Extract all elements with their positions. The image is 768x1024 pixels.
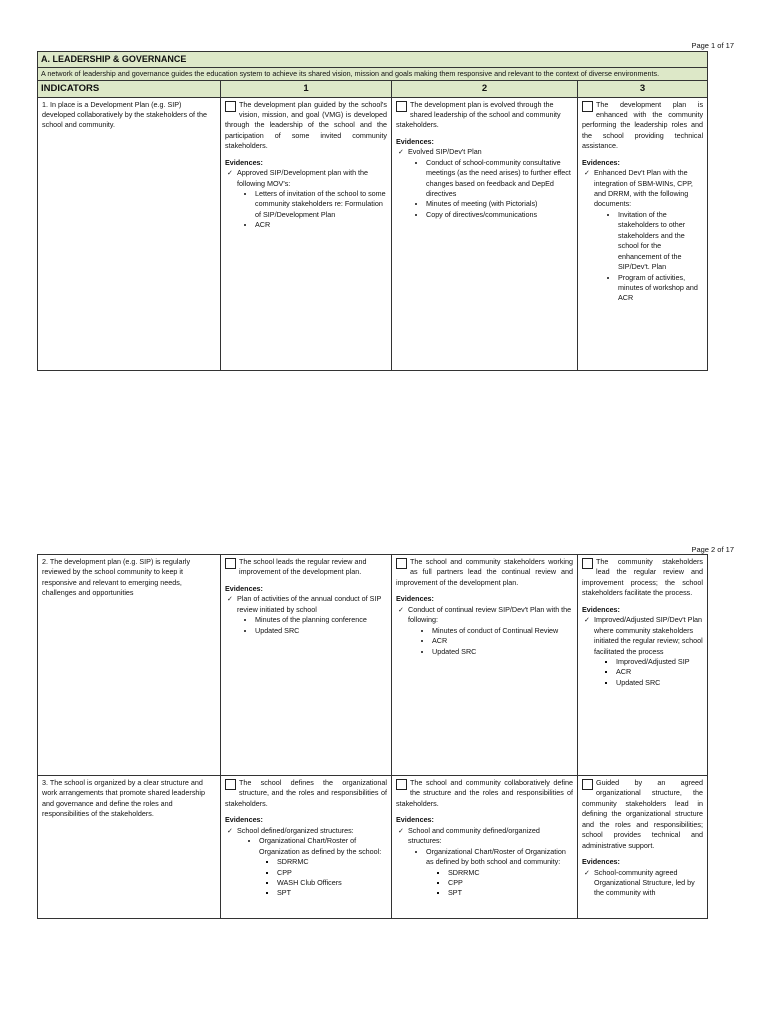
level-1-cell — [221, 555, 392, 776]
level-checkbox[interactable] — [582, 779, 593, 790]
evidence-bullet: • Updated SRC — [432, 647, 573, 657]
evidence-item: ✓ School-community agreed Organizational Structure, led by the community with — [594, 868, 703, 899]
evidence-bullet: • Copy of directives/communications — [426, 210, 573, 220]
rubric-table-page-1 — [37, 51, 708, 371]
evidence-bullet: • Minutes of conduct of Continual Review — [432, 626, 573, 636]
section-title: A. LEADERSHIP & GOVERNANCE — [38, 52, 708, 68]
evidences-label: Evidences: — [396, 815, 434, 825]
level-checkbox[interactable] — [396, 101, 407, 112]
evidences-label: Evidences: — [225, 583, 263, 593]
evidence-bullet: ▪ SPT — [448, 888, 573, 898]
header-indicators: INDICATORS — [38, 80, 221, 97]
evidence-bullet: ▪ CPP — [277, 868, 387, 878]
level-3-cell — [578, 555, 708, 776]
evidence-bullet: • Minutes of meeting (with Pictorials) — [426, 199, 573, 209]
evidence-item: ✓ Enhanced Dev't Plan with the integration of SBM-WINs, CPP, and DRRM, with the following documents: — [594, 168, 703, 210]
level-description: The school defines the organizational structure, and the roles and responsibilities of stakeholders. — [225, 778, 387, 808]
level-2-cell — [392, 776, 578, 919]
evidences-label: Evidences: — [225, 815, 263, 825]
table-row — [38, 776, 708, 919]
table-row — [38, 97, 708, 370]
evidence-bullet: • Organizational Chart/Roster of Organization as defined by both school and community: — [426, 847, 573, 868]
indicator-cell — [38, 776, 221, 919]
level-description: The development plan guided by the school's vision, mission, and goal (VMG) is developed through the leadership of the school and the participation of some invited community stakeholders. — [225, 99, 387, 151]
evidence-bullet: • Conduct of school-community consultative meetings (as the need arises) to further effect changes based on feedback and DepEd directives — [426, 158, 573, 200]
evidence-bullet: • Updated SRC — [255, 626, 387, 636]
level-3-cell — [578, 776, 708, 919]
section-description: A network of leadership and governance guides the education system to achieve its shared vision, mission and goals making them responsive and relevant to the context of diverse environments. — [38, 68, 708, 81]
level-checkbox[interactable] — [225, 101, 236, 112]
header-level-1: 1 — [221, 80, 392, 97]
evidence-item: ✓ Approved SIP/Development plan with the following MOV's: — [237, 168, 387, 189]
level-1-cell — [221, 97, 392, 370]
evidence-bullet: ▪ Improved/Adjusted SIP — [616, 657, 703, 667]
evidence-bullet: • ACR — [255, 220, 387, 230]
evidence-bullet: • Letters of invitation of the school to some community stakeholders re: Formulation of SIP/Development Plan — [255, 189, 387, 220]
evidence-bullet: ▪ SPT — [277, 888, 387, 898]
header-level-2: 2 — [392, 80, 578, 97]
evidences-label: Evidences: — [225, 157, 263, 167]
level-3-cell — [578, 97, 708, 370]
indicator-cell — [38, 555, 221, 776]
level-description: The school leads the regular review and improvement of the development plan. — [239, 557, 367, 577]
evidence-bullet: ▪ Updated SRC — [616, 678, 703, 688]
level-2-cell — [392, 97, 578, 370]
page-number-1: Page 1 of 17 — [691, 41, 734, 50]
level-description: The school and community collaboratively define the structure and the roles and responsibilities of stakeholders. — [396, 778, 573, 808]
evidence-bullet: • ACR — [432, 636, 573, 646]
evidence-bullet: ▪ ACR — [616, 667, 703, 677]
evidences-label: Evidences: — [396, 136, 434, 146]
evidence-bullet: • Minutes of the planning conference — [255, 615, 387, 625]
evidence-bullet: ▪ SDRRMC — [277, 857, 387, 867]
table-row — [38, 555, 708, 776]
level-checkbox[interactable] — [225, 779, 236, 790]
level-checkbox[interactable] — [396, 779, 407, 790]
evidence-bullet: • Program of activities, minutes of workshop and ACR — [618, 273, 703, 304]
evidences-label: Evidences: — [582, 157, 620, 167]
evidence-item: ✓ Plan of activities of the annual conduct of SIP review initiated by school — [237, 594, 387, 615]
level-description: The development plan is enhanced with the community performing the leadership roles and the school providing technical assistance. — [582, 99, 704, 151]
evidence-item: ✓ School and community defined/organized structures: — [408, 826, 573, 847]
evidence-item: ✓ Evolved SIP/Dev't Plan — [408, 147, 573, 157]
evidence-item: ✓ Conduct of continual review SIP/Dev't Plan with the following: — [408, 605, 573, 626]
indicator-cell — [38, 97, 221, 370]
evidences-label: Evidences: — [582, 604, 620, 614]
indicator-text: 3. The school is organized by a clear structure and work arrangements that promote shared leadership and governance and define the roles and responsibilities of the stakeholders. — [42, 778, 206, 819]
evidence-item: ✓ Improved/Adjusted SIP/Dev't Plan where community stakeholders initiated the regular review; school facilitated the process — [594, 615, 703, 657]
level-description: The school and community stakeholders working as full partners lead the continual review and improvement of the development plan. — [396, 557, 573, 587]
header-row — [38, 80, 708, 97]
indicator-text: 2. The development plan (e.g. SIP) is regularly reviewed by the school community to keep it responsive and relevant to emerging needs, challenges and opportunities — [42, 557, 191, 598]
level-checkbox[interactable] — [582, 101, 593, 112]
header-level-3: 3 — [578, 80, 708, 97]
level-1-cell — [221, 776, 392, 919]
level-description: Guided by an agreed organizational structure, the community stakeholders lead in defining the organizational structure and the roles and responsibilities; school provides technical and administrative support. — [582, 778, 703, 850]
evidence-bullet: • Organizational Chart/Roster of Organization as defined by the school: — [259, 836, 387, 857]
indicator-text: 1. In place is a Development Plan (e.g. SIP) developed collaboratively by the stakeholders of the school and community. — [42, 99, 208, 130]
page-number-2: Page 2 of 17 — [691, 545, 734, 554]
evidence-bullet: ▪ WASH Club Officers — [277, 878, 387, 888]
evidence-bullet: • Invitation of the stakeholders to other stakeholders and the school for the enhancement of the SIP/Dev't. Plan — [618, 210, 703, 273]
level-checkbox[interactable] — [582, 558, 593, 569]
evidence-item: ✓ School defined/organized structures: — [237, 826, 387, 836]
level-description: The development plan is evolved through the shared leadership of the school and community stakeholders. — [396, 99, 561, 130]
level-2-cell — [392, 555, 578, 776]
evidence-bullet: ▪ CPP — [448, 878, 573, 888]
evidences-label: Evidences: — [582, 857, 620, 867]
evidences-label: Evidences: — [396, 594, 434, 604]
level-checkbox[interactable] — [396, 558, 407, 569]
rubric-table-page-2 — [37, 554, 708, 919]
level-checkbox[interactable] — [225, 558, 236, 569]
level-description: The community stakeholders lead the regular review and improvement process; the school stakeholders facilitate the process. — [582, 557, 703, 598]
evidence-bullet: ▪ SDRRMC — [448, 868, 573, 878]
